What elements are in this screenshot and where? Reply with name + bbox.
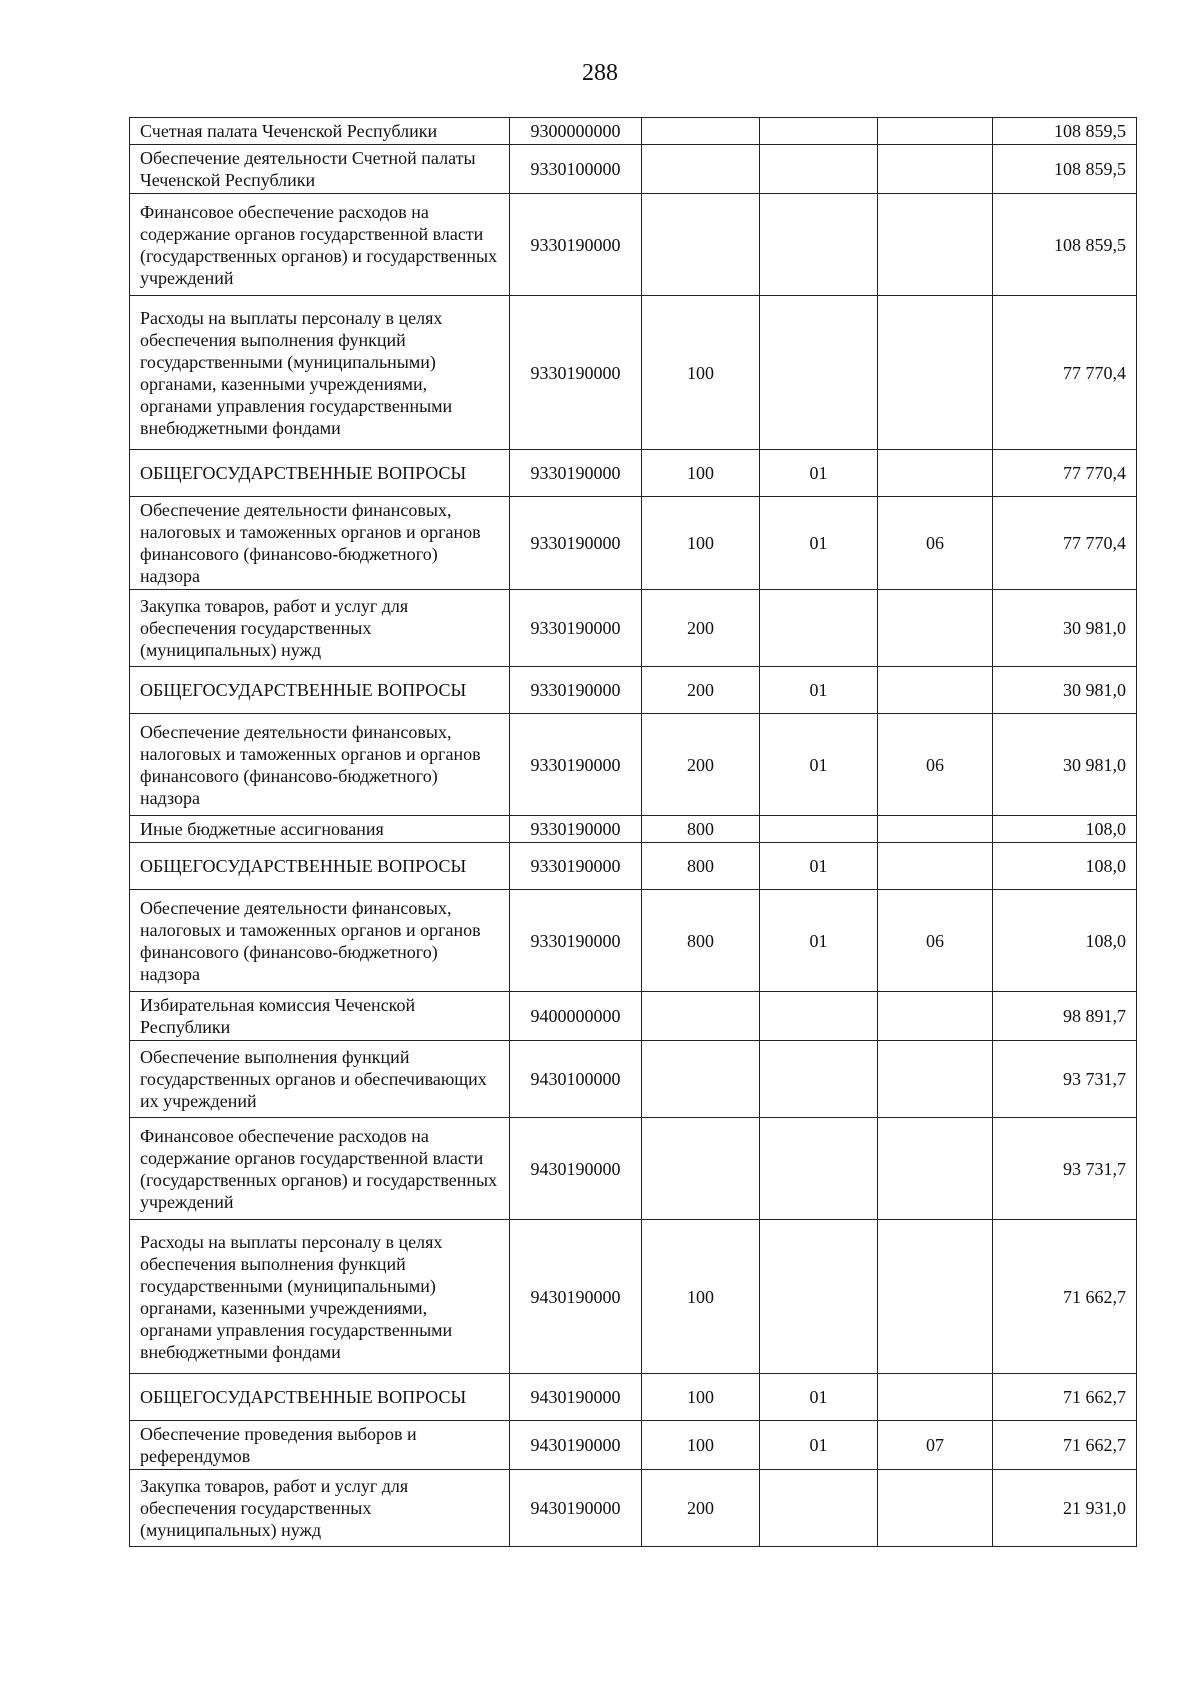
table-row: [130, 1220, 1137, 1374]
row-vr-code: 800: [642, 843, 760, 890]
row-section-code: 01: [760, 497, 878, 590]
row-subsection-code: [878, 992, 993, 1041]
row-section-code: [760, 118, 878, 145]
row-vr-code: [642, 1118, 760, 1220]
row-subsection-code: [878, 194, 993, 296]
row-csr-code: 9330190000: [510, 194, 642, 296]
row-section-code: [760, 816, 878, 843]
row-section-code: [760, 1041, 878, 1118]
table-row: [130, 145, 1137, 194]
row-subsection-code: [878, 296, 993, 450]
row-subsection-code: [878, 1220, 993, 1374]
row-amount: 71 662,7: [993, 1220, 1137, 1374]
row-name: Обеспечение деятельности Счетной палаты Чеченской Республики: [130, 145, 510, 194]
table-row: [130, 194, 1137, 296]
row-vr-code: [642, 1041, 760, 1118]
row-subsection-code: 06: [878, 497, 993, 590]
row-subsection-code: [878, 590, 993, 667]
row-amount: 108,0: [993, 843, 1137, 890]
row-name: Закупка товаров, работ и услуг для обеспечения государственных (муниципальных) нужд: [130, 1470, 510, 1547]
row-csr-code: 9400000000: [510, 992, 642, 1041]
row-amount: 77 770,4: [993, 450, 1137, 497]
row-csr-code: 9330190000: [510, 590, 642, 667]
row-vr-code: 200: [642, 1470, 760, 1547]
row-subsection-code: 07: [878, 1421, 993, 1470]
row-csr-code: 9430190000: [510, 1220, 642, 1374]
row-vr-code: 800: [642, 890, 760, 992]
row-csr-code: 9330190000: [510, 497, 642, 590]
row-amount: 30 981,0: [993, 590, 1137, 667]
row-name: Обеспечение деятельности финансовых, налоговых и таможенных органов и органов финансового (финансово-бюджетного) надзора: [130, 890, 510, 992]
row-amount: 30 981,0: [993, 667, 1137, 714]
row-vr-code: 100: [642, 450, 760, 497]
row-subsection-code: [878, 667, 993, 714]
table-row: [130, 118, 1137, 145]
page-number: 288: [582, 60, 618, 86]
row-section-code: [760, 1118, 878, 1220]
row-amount: 71 662,7: [993, 1374, 1137, 1421]
row-name: Финансовое обеспечение расходов на содержание органов государственной власти (государственных органов) и государственных учреждений: [130, 1118, 510, 1220]
row-csr-code: 9330190000: [510, 890, 642, 992]
row-amount: 108 859,5: [993, 145, 1137, 194]
row-section-code: 01: [760, 843, 878, 890]
row-csr-code: 9430190000: [510, 1470, 642, 1547]
row-section-code: [760, 1220, 878, 1374]
row-subsection-code: [878, 816, 993, 843]
row-name: ОБЩЕГОСУДАРСТВЕННЫЕ ВОПРОСЫ: [130, 667, 510, 714]
row-section-code: [760, 145, 878, 194]
row-subsection-code: [878, 118, 993, 145]
row-subsection-code: [878, 843, 993, 890]
table-row: [130, 667, 1137, 714]
row-subsection-code: [878, 1470, 993, 1547]
row-amount: 93 731,7: [993, 1118, 1137, 1220]
row-csr-code: 9330190000: [510, 714, 642, 816]
row-vr-code: 200: [642, 714, 760, 816]
row-subsection-code: [878, 450, 993, 497]
table-row: [130, 1470, 1137, 1547]
row-amount: 21 931,0: [993, 1470, 1137, 1547]
row-csr-code: 9330190000: [510, 843, 642, 890]
row-csr-code: 9330190000: [510, 816, 642, 843]
row-section-code: [760, 296, 878, 450]
row-name: Финансовое обеспечение расходов на содержание органов государственной власти (государственных органов) и государственных учреждений: [130, 194, 510, 296]
row-vr-code: [642, 194, 760, 296]
row-name: Расходы на выплаты персоналу в целях обеспечения выполнения функций государственными (муниципальными) органами, казенными учреждениями, органами управления государственными внебюджетными фондами: [130, 296, 510, 450]
row-name: Обеспечение деятельности финансовых, налоговых и таможенных органов и органов финансового (финансово-бюджетного) надзора: [130, 497, 510, 590]
row-section-code: [760, 1470, 878, 1547]
row-amount: 30 981,0: [993, 714, 1137, 816]
row-name: ОБЩЕГОСУДАРСТВЕННЫЕ ВОПРОСЫ: [130, 1374, 510, 1421]
row-vr-code: 100: [642, 296, 760, 450]
table-row: [130, 992, 1137, 1041]
row-csr-code: 9430100000: [510, 1041, 642, 1118]
row-vr-code: 800: [642, 816, 760, 843]
row-section-code: 01: [760, 890, 878, 992]
row-name: Обеспечение деятельности финансовых, налоговых и таможенных органов и органов финансового (финансово-бюджетного) надзора: [130, 714, 510, 816]
row-section-code: 01: [760, 1421, 878, 1470]
table-row: [130, 497, 1137, 590]
row-vr-code: 100: [642, 497, 760, 590]
row-name: Обеспечение проведения выборов и референдумов: [130, 1421, 510, 1470]
row-section-code: 01: [760, 450, 878, 497]
table-row: [130, 590, 1137, 667]
row-vr-code: 100: [642, 1220, 760, 1374]
budget-table: [129, 117, 1137, 1547]
table-row: [130, 843, 1137, 890]
row-subsection-code: [878, 1118, 993, 1220]
row-vr-code: 200: [642, 590, 760, 667]
row-amount: 98 891,7: [993, 992, 1137, 1041]
row-csr-code: 9430190000: [510, 1118, 642, 1220]
row-name: Счетная палата Чеченской Республики: [130, 118, 510, 145]
row-amount: 108 859,5: [993, 194, 1137, 296]
row-vr-code: 200: [642, 667, 760, 714]
table-row: [130, 1421, 1137, 1470]
table-row: [130, 1041, 1137, 1118]
row-subsection-code: 06: [878, 890, 993, 992]
row-subsection-code: [878, 1041, 993, 1118]
row-name: Расходы на выплаты персоналу в целях обеспечения выполнения функций государственными (муниципальными) органами, казенными учреждениями, органами управления государственными внебюджетными фондами: [130, 1220, 510, 1374]
row-amount: 108,0: [993, 890, 1137, 992]
row-name: Закупка товаров, работ и услуг для обеспечения государственных (муниципальных) нужд: [130, 590, 510, 667]
row-section-code: [760, 194, 878, 296]
row-csr-code: 9430190000: [510, 1374, 642, 1421]
table-row: [130, 890, 1137, 992]
row-section-code: 01: [760, 667, 878, 714]
table-row: [130, 450, 1137, 497]
table-row: [130, 1118, 1137, 1220]
row-name: ОБЩЕГОСУДАРСТВЕННЫЕ ВОПРОСЫ: [130, 450, 510, 497]
row-csr-code: 9430190000: [510, 1421, 642, 1470]
row-subsection-code: 06: [878, 714, 993, 816]
row-amount: 71 662,7: [993, 1421, 1137, 1470]
row-name: Иные бюджетные ассигнования: [130, 816, 510, 843]
row-name: Обеспечение выполнения функций государственных органов и обеспечивающих их учреждений: [130, 1041, 510, 1118]
row-csr-code: 9330190000: [510, 450, 642, 497]
row-name: Избирательная комиссия Чеченской Республики: [130, 992, 510, 1041]
row-csr-code: 9300000000: [510, 118, 642, 145]
row-amount: 108,0: [993, 816, 1137, 843]
table-row: [130, 1374, 1137, 1421]
budget-table-body: [130, 118, 1137, 1547]
row-amount: 77 770,4: [993, 497, 1137, 590]
row-amount: 93 731,7: [993, 1041, 1137, 1118]
row-section-code: [760, 590, 878, 667]
row-vr-code: [642, 145, 760, 194]
row-vr-code: 100: [642, 1374, 760, 1421]
row-vr-code: 100: [642, 1421, 760, 1470]
row-section-code: [760, 992, 878, 1041]
row-csr-code: 9330100000: [510, 145, 642, 194]
row-vr-code: [642, 992, 760, 1041]
row-section-code: 01: [760, 714, 878, 816]
row-name: ОБЩЕГОСУДАРСТВЕННЫЕ ВОПРОСЫ: [130, 843, 510, 890]
table-row: [130, 296, 1137, 450]
row-subsection-code: [878, 1374, 993, 1421]
row-amount: 77 770,4: [993, 296, 1137, 450]
row-section-code: 01: [760, 1374, 878, 1421]
table-row: [130, 714, 1137, 816]
row-subsection-code: [878, 145, 993, 194]
row-csr-code: 9330190000: [510, 296, 642, 450]
row-csr-code: 9330190000: [510, 667, 642, 714]
table-row: [130, 816, 1137, 843]
row-vr-code: [642, 118, 760, 145]
row-amount: 108 859,5: [993, 118, 1137, 145]
